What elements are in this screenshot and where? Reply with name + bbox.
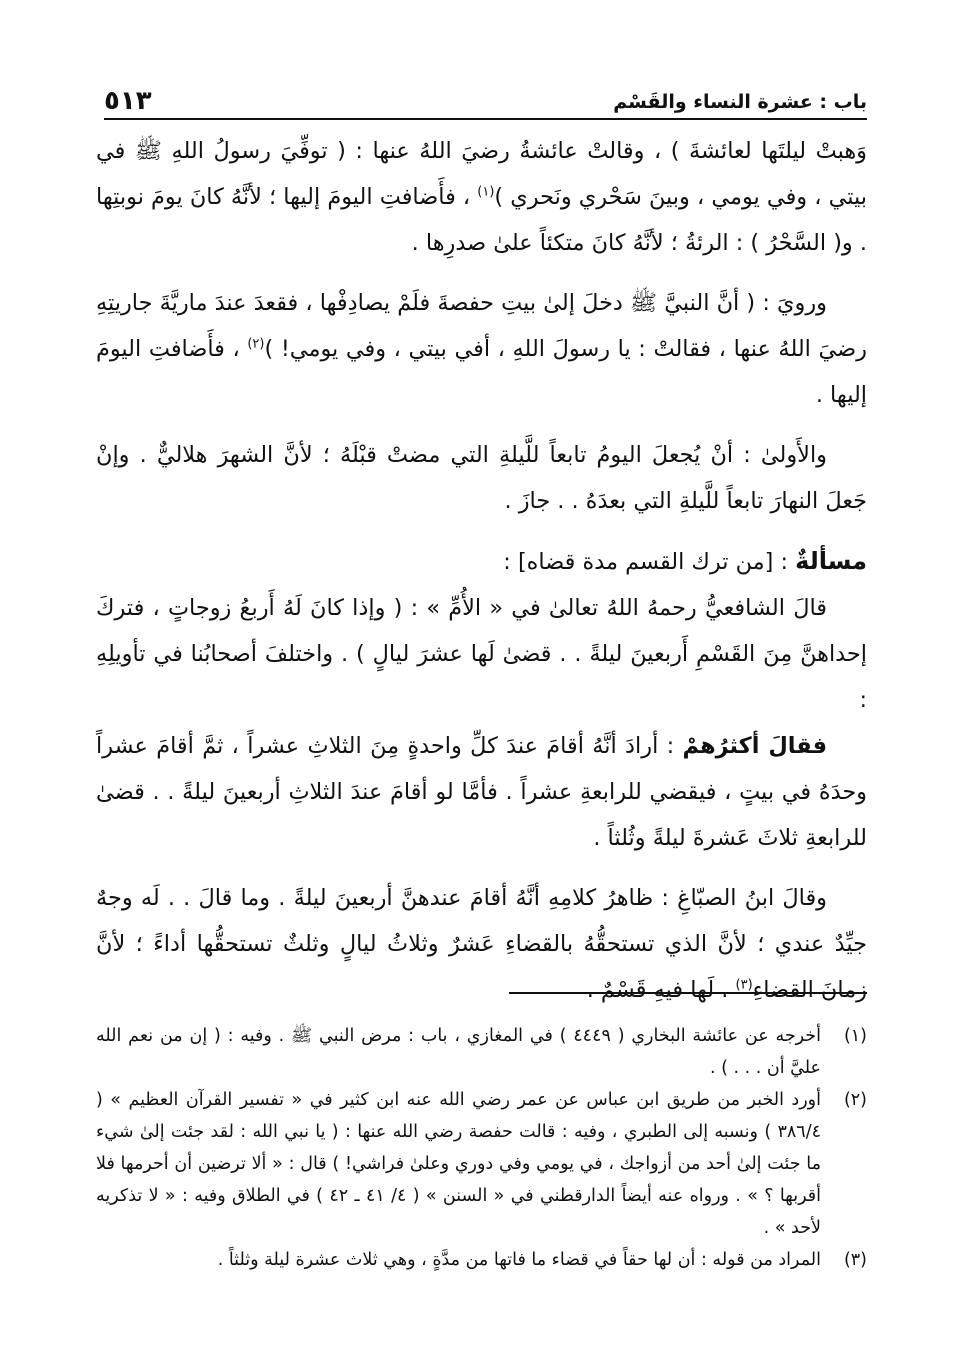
paragraph-2: ورويَ : ( أنَّ النبيَّ ﷺ دخلَ إلىٰ بيتِ حفصةَ فلَمْ يصادِفْها ، فقعدَ عندَ ماريَّةَ جاريتِهِ رضيَ اللهُ عنها ، فقالتْ : يا رسولَ اللهِ ، أفي بيتي ، وفي يومي! )$^{(٢)}$ ، فأَضافتِ اليومَ إليها .: [96, 290, 867, 408]
page-header: [104, 74, 867, 120]
masala-heading: مسألةٌ : [من ترك القسم مدة قضاه] :: [503, 547, 867, 575]
masala-label: مسألةٌ: [795, 547, 867, 575]
footnote-text: أورد الخبر من طريق ابن عباس عن عمر رضي الله عنه ابن كثير في « تفسير القرآن العظيم » ( ٣٨٦/٤ ) ونسبه إلى الطبري ، وفيه : قالت حفصة رضي الله عنها : ( يا نبي الله : لقد جئت إلىٰ شيء ما جئت إلىٰ أحد من أزواجك ، في يومي وفي دوري وعلىٰ فراشي! ) قال : « ألا ترضين أن أحرمها فلا أقربها ؟ » . ورواه عنه أيضاً الدارقطني في « السنن » ( ٤/ ٤١ ـ ٤٢ ) في الطلاق وفيه : « لا تذكريه لأحد » .: [96, 1090, 821, 1238]
footnote-number: (٢): [843, 1090, 867, 1110]
paragraph-5: فقالَ أكثرُهمْ : أرادَ أنَّهُ أقامَ عندَ كلِّ واحدةٍ مِنَ الثلاثِ عشراً ، ثمَّ أقامَ عشراً وحدَهُ في بيتٍ ، فيقضي للرابعةِ عشراً . فأمَّا لو أقامَ عندَ الثلاثِ أربعينَ ليلةً . . قضىٰ للرابعةِ ثلاثَ عَشرةَ ليلةً وثُلثاً .: [96, 733, 867, 851]
paragraph-6: وقالَ ابنُ الصبّاغِ : ظاهرُ كلامِهِ أنَّهُ أقامَ عندهنَّ أربعينَ ليلةً . وما قالَ . . لَه وجهٌ جيِّدٌ عندي ؛ لأنَّ الذي تستحقُّهُ بالقضاءِ عَشرٌ وثلاثُ ليالٍ وثلثٌ تستحقُّها أداءً ؛ لأنَّ زمانَ القضاءِ$^{(٣)}$ . لَها فيهِ قَسْمٌ .: [96, 885, 867, 1003]
paragraph-4: قالَ الشافعيُّ رحمهُ اللهُ تعالىٰ في « الأُمِّ » : ( وإذا كانَ لَهُ أَربعُ زوجاتٍ ، فتركَ إحداهنَّ مِنَ القَسْمِ أَربعينَ ليلةً . . قضىٰ لَها عشرَ ليالٍ ) . واختلفَ أصحابُنا في تأويلِهِ :: [96, 595, 867, 713]
footnote-number: (١): [843, 1026, 867, 1046]
paragraph-3: والأَولىٰ : أنْ يُجعلَ اليومُ تابعاً للَّيلةِ التي مضتْ قبْلَهُ ؛ لأنَّ الشهرَ هلاليٌّ . وإنْ جَعلَ النهارَ تابعاً للَّيلةِ التي بعدَهُ . . جازَ .: [96, 442, 867, 514]
main-text: [96, 128, 867, 1013]
footnote-ref-2[interactable]: (٢): [247, 336, 265, 352]
footnote-separator: [509, 992, 867, 994]
footnotes: [96, 1020, 867, 1276]
footnote-1: [96, 1020, 867, 1084]
page-number: ٥١٣: [104, 86, 152, 116]
footnote-2: [96, 1084, 867, 1244]
footnote-text: أخرجه عن عائشة البخاري ( ٤٤٤٩ ) في المغازي ، باب : مرض النبي ﷺ . وفيه : ( إن من نعم الله عليَّ أن . . . ) .: [96, 1026, 821, 1078]
footnote-ref-3[interactable]: (٣): [735, 977, 753, 993]
paragraph-5-label: فقالَ أكثرُهمْ: [682, 733, 827, 759]
paragraph-1: وَهبتْ ليلتَها لعائشةَ ) ، وقالتْ عائشةُ رضيَ اللهُ عنها : ( توفِّيَ رسولُ اللهِ ﷺ في بيتي ، وفي يومي ، وبينَ سَحْري ونَحري )$^{(١)}$ ، فأَضافتِ اليومَ إليها ؛ لأنَّهُ كانَ يومَ نوبتِها . و( السَّحْرُ ) : الرئةُ ؛ لأنَّهُ كانَ متكئاً علىٰ صدرِها .: [96, 138, 867, 256]
footnote-number: (٣): [843, 1250, 867, 1270]
footnote-ref-1[interactable]: (١): [477, 184, 495, 200]
footnote-text: المراد من قوله : أن لها حقاً في قضاء ما فاتها من مدَّةٍ ، وهي ثلاث عشرة ليلة وثلثاً .: [217, 1250, 821, 1270]
footnote-3: [96, 1244, 867, 1276]
running-head: باب : عشرة النساء والقَسْم: [613, 91, 867, 113]
